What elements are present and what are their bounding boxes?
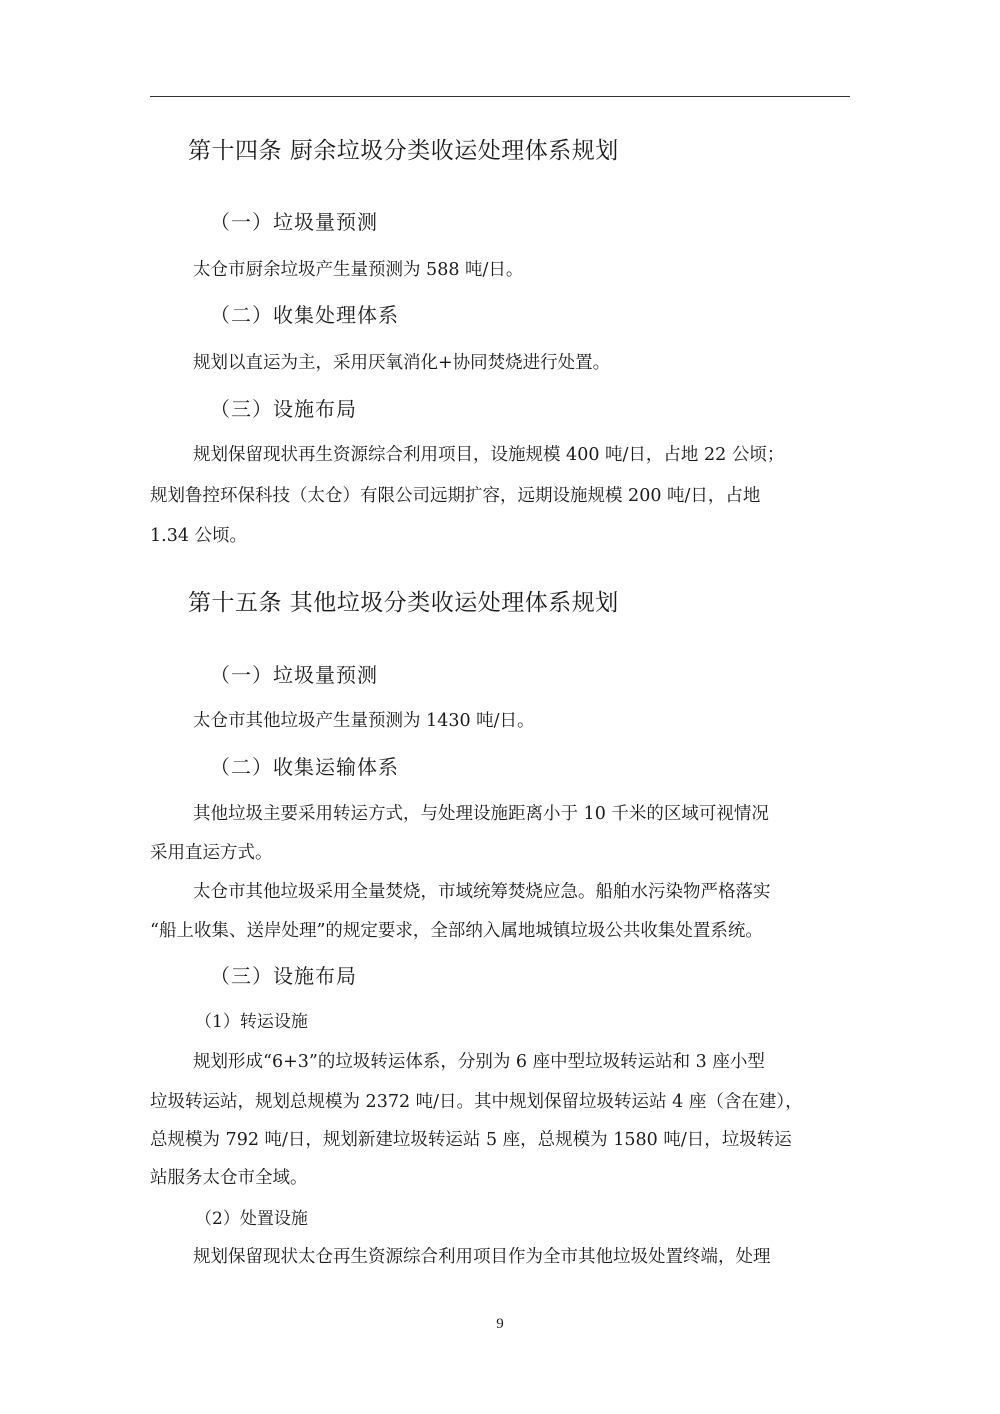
article-15-item1-line4: 站服务太仓市全域。 bbox=[150, 1168, 308, 1188]
article-14-sub1-paragraph: 太仓市厨余垃圾产生量预测为 588 吨/日。 bbox=[193, 260, 524, 280]
article-15-item2-title: （2）处置设施 bbox=[195, 1209, 308, 1229]
article-14-sub2-title: （二）收集处理体系 bbox=[210, 303, 399, 327]
article-14-sub2-paragraph: 规划以直运为主，采用厌氧消化+协同焚烧进行处置。 bbox=[193, 353, 611, 373]
article-15-sub2-p1-line1: 其他垃圾主要采用转运方式，与处理设施距离小于 10 千米的区域可视情况 bbox=[193, 804, 769, 824]
article-14-sub3-line1: 规划保留现状再生资源综合利用项目，设施规模 400 吨/日，占地 22 公顷； bbox=[193, 445, 785, 465]
article-14-title: 第十四条 厨余垃圾分类收运处理体系规划 bbox=[188, 138, 619, 164]
article-15-sub2-p1-line2: 采用直运方式。 bbox=[150, 843, 273, 863]
article-14-sub3-line3: 1.34 公顷。 bbox=[150, 526, 248, 546]
article-14-sub1-title: （一）垃圾量预测 bbox=[210, 210, 378, 234]
page-number: 9 bbox=[496, 1316, 504, 1332]
article-15-sub1-paragraph: 太仓市其他垃圾产生量预测为 1430 吨/日。 bbox=[193, 711, 535, 731]
article-15-sub2-p2-line1: 太仓市其他垃圾采用全量焚烧，市域统筹焚烧应急。船舶水污染物严格落实 bbox=[193, 882, 771, 902]
article-15-title: 第十五条 其他垃圾分类收运处理体系规划 bbox=[188, 590, 619, 616]
article-15-sub2-p2-line2: “船上收集、送岸处理”的规定要求，全部纳入属地城镇垃圾公共收集处置系统。 bbox=[150, 921, 763, 941]
article-15-sub1-title: （一）垃圾量预测 bbox=[210, 663, 378, 687]
article-15-item1-title: （1）转运设施 bbox=[195, 1012, 308, 1032]
article-14-sub3-line2: 规划鲁控环保科技（太仓）有限公司远期扩容，远期设施规模 200 吨/日，占地 bbox=[150, 486, 761, 506]
article-15-item1-line3: 总规模为 792 吨/日，规划新建垃圾转运站 5 座，总规模为 1580 吨/日，垃圾转运 bbox=[150, 1130, 792, 1150]
article-15-sub2-title: （二）收集运输体系 bbox=[210, 755, 399, 779]
article-15-item1-line1: 规划形成“6+3”的垃圾转运体系，分别为 6 座中型垃圾转运站和 3 座小型 bbox=[193, 1052, 765, 1072]
article-14-sub3-title: （三）设施布局 bbox=[210, 397, 357, 421]
header-rule bbox=[150, 96, 850, 97]
article-15-item2-line1: 规划保留现状太仓再生资源综合利用项目作为全市其他垃圾处置终端，处理 bbox=[193, 1247, 771, 1267]
article-15-item1-line2: 垃圾转运站，规划总规模为 2372 吨/日。其中规划保留垃圾转运站 4 座（含在建）， bbox=[150, 1092, 803, 1112]
article-15-sub3-title: （三）设施布局 bbox=[210, 964, 357, 988]
